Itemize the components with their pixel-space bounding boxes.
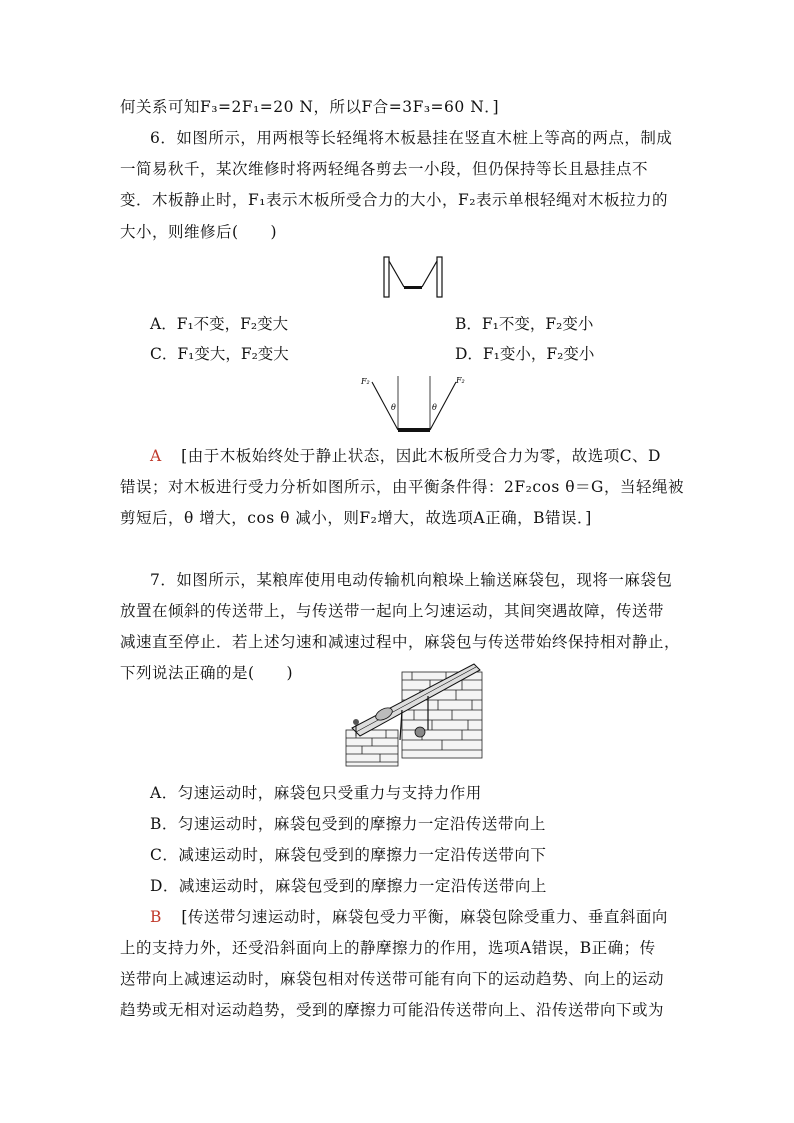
- text-line: 上的支持力外，还受沿斜面向上的静摩擦力的作用，选项A错误，B正确；传: [120, 939, 656, 957]
- theta-right-label: θ: [432, 403, 437, 412]
- option-7b: B．匀速运动时，麻袋包受到的摩擦力一定沿传送带向上: [150, 815, 546, 833]
- answer-6-first-line: [150, 446, 710, 466]
- text-line: 一简易秋千，某次维修时将两轻绳各剪去一小段，但仍保持等长且悬挂点不: [120, 160, 649, 178]
- text-line: 变．木板静止时，F₁表示木板所受合力的大小，F₂表示单根轻绳对木板拉力的: [120, 191, 668, 209]
- option-6b: B．F₁不变，F₂变小: [455, 315, 594, 333]
- text-line: 减速直至停止．若上述匀速和减速过程中，麻袋包与传送带始终保持相对静止，: [120, 633, 681, 651]
- answer-6-text: [由于木板始终处于静止状态，因此木板所受合力为零，故选项C、D: [181, 447, 661, 465]
- question-7-stem: 7．如图所示，某粮库使用电动传输机向粮垛上输送麻袋包，现将一麻袋包: [150, 571, 673, 589]
- swing-figure: [382, 255, 444, 301]
- option-6a: A．F₁不变，F₂变大: [150, 315, 289, 333]
- text-line: 剪短后，θ 增大，cos θ 减小，则F₂增大，故选项A正确，B错误．]: [120, 509, 592, 527]
- text-line: 放置在倾斜的传送带上，与传送带一起向上匀速运动，其间突遇故障，传送带: [120, 602, 665, 620]
- option-7a: A．匀速运动时，麻袋包只受重力与支持力作用: [150, 784, 482, 802]
- text-line: 何关系可知F₃=2F₁=20 N，所以F合=3F₃=60 N．]: [120, 98, 500, 116]
- answer-7-letter: B: [150, 908, 162, 926]
- force-diagram: [358, 372, 470, 436]
- conveyor-illustration: [342, 660, 488, 770]
- text-line: 下列说法正确的是( ): [120, 664, 294, 682]
- option-7d: D．减速运动时，麻袋包受到的摩擦力一定沿传送带向上: [150, 877, 547, 895]
- text-line: 错误；对木板进行受力分析如图所示，由平衡条件得：2F₂cos θ＝G，当轻绳被: [120, 478, 684, 496]
- option-6d: D．F₁变小，F₂变小: [455, 345, 595, 363]
- option-6c: C．F₁变大，F₂变大: [150, 345, 289, 363]
- answer-7-first-line: [150, 907, 710, 927]
- question-6-stem: 6．如图所示，用两根等长轻绳将木板悬挂在竖直木桩上等高的两点，制成: [150, 129, 673, 147]
- theta-left-label: θ: [391, 403, 396, 412]
- f2-left-label: F₂: [361, 377, 370, 386]
- text-line: 趋势或无相对运动趋势，受到的摩擦力可能沿传送带向上、沿传送带向下或为: [120, 1001, 665, 1019]
- answer-6-letter: A: [150, 447, 162, 465]
- f2-right-label: F₂: [456, 376, 465, 385]
- text-line: 送带向上减速运动时，麻袋包相对传送带可能有向下的运动趋势、向上的运动: [120, 970, 665, 988]
- option-7c: C．减速运动时，麻袋包受到的摩擦力一定沿传送带向下: [150, 846, 547, 864]
- answer-7-text: [传送带匀速运动时，麻袋包受力平衡，麻袋包除受重力、垂直斜面向: [181, 908, 668, 926]
- text-line: 大小，则维修后( ): [120, 223, 278, 241]
